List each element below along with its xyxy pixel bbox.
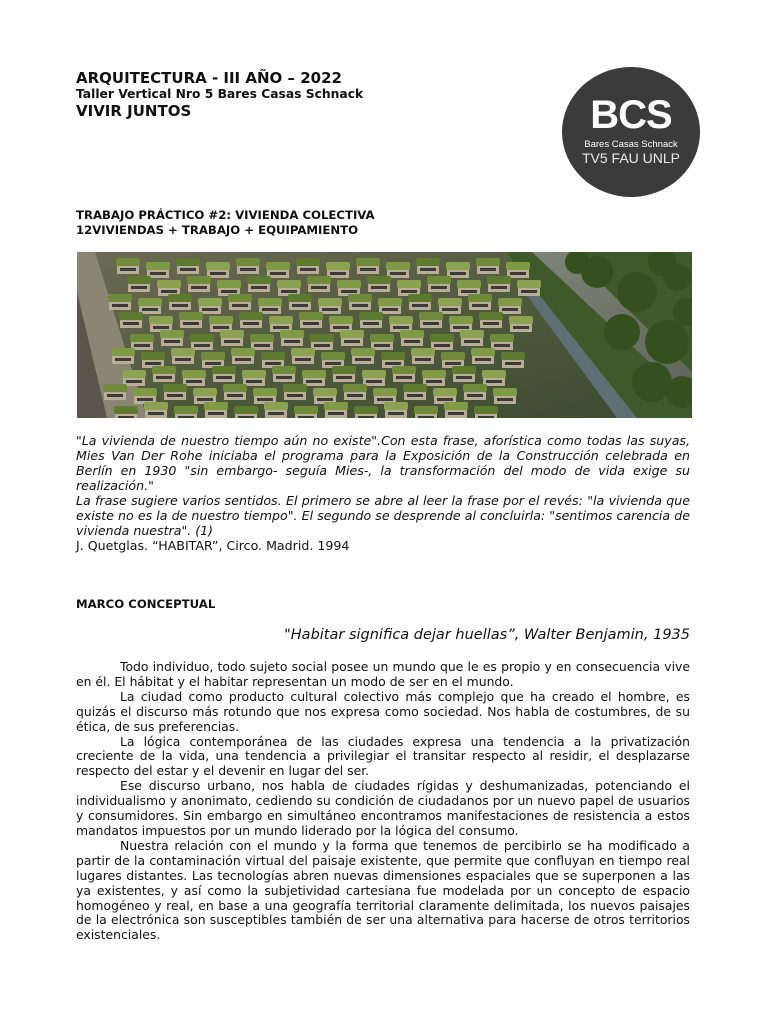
epigraph: "Habitar significa dejar huellas”, Walter Benjamin, 1935 <box>284 627 690 643</box>
body-paragraph: La lógica contemporánea de las ciudades expresa una tendencia a la privatización creciente de la vida, una tendencia a privilegiar el transitar respecto al residir, el desplazarse respecto del estar y el devenir en lugar del ser. <box>76 733 690 779</box>
terrace-block <box>294 406 318 418</box>
terrace-block <box>119 312 143 328</box>
terrace-block <box>378 298 402 314</box>
terrace-block <box>362 370 386 386</box>
terrace-block <box>474 406 498 418</box>
terrace-block <box>288 294 312 310</box>
terrace-block <box>326 262 350 278</box>
terrace-block <box>427 276 451 292</box>
terrace-block <box>269 316 293 332</box>
terrace-block <box>111 348 135 364</box>
terrace-block <box>296 258 320 274</box>
terrace-block <box>351 348 375 364</box>
terrace-block <box>152 366 176 382</box>
terrace-block <box>157 280 181 296</box>
tree <box>617 272 657 312</box>
terrace-block <box>168 294 192 310</box>
housing-aerial-photo <box>77 252 692 418</box>
tree <box>604 314 640 350</box>
terrace-block <box>509 316 533 332</box>
terrace-block <box>348 294 372 310</box>
terrace-block <box>122 370 146 386</box>
logo-unit: TV5 FAU UNLP <box>581 150 681 166</box>
terrace-block <box>463 384 487 400</box>
terrace-block <box>277 280 301 296</box>
terrace-block <box>204 402 228 418</box>
terrace-block <box>198 298 222 314</box>
tree <box>632 362 672 402</box>
terrace-block <box>283 384 307 400</box>
terrace-block <box>174 406 198 418</box>
terrace-block <box>482 370 506 386</box>
terrace-block <box>133 388 157 404</box>
terrace-block <box>253 388 277 404</box>
terrace-block <box>239 312 263 328</box>
terrace-block <box>433 388 457 404</box>
terrace-block <box>490 334 514 350</box>
terrace-block <box>160 330 184 346</box>
terrace-block <box>206 262 230 278</box>
logo-name: Bares Casas Schnack <box>584 139 678 150</box>
tree <box>645 320 689 364</box>
terrace-block <box>149 316 173 332</box>
section-heading: MARCO CONCEPTUAL <box>76 597 216 611</box>
course-theme: VIVIR JUNTOS <box>76 102 192 120</box>
body-paragraph: Ese discurso urbano, nos habla de ciudades rígidas y deshumanizadas, potenciando el individualismo y anonimato, cediendo su condición de ciudadanos por un nuevo papel de usuarios y consumidores. Sin embargo en simultáneo encontramos manifestaciones de resistencia a estos mandatos impuestos por un mundo liderado por la lógica del consumo. <box>76 778 690 838</box>
terrace-block <box>193 388 217 404</box>
terrace-blocks <box>103 258 541 418</box>
terrace-block <box>302 370 326 386</box>
terrace-block <box>517 280 541 296</box>
terrace-block <box>403 384 427 400</box>
terrace-block <box>108 294 132 310</box>
terrace-block <box>141 352 165 368</box>
terrace-block <box>291 348 315 364</box>
terrace-block <box>321 352 345 368</box>
terrace-block <box>468 294 492 310</box>
intro-paragraph: La frase sugiere varios sentidos. El primero se abre al leer la frase por el revés: "la vivienda que existe no es la de nuestro tiempo". El segundo se desprende al concluirla: "sentimos carencia de vivienda nuestra". (1) <box>76 493 690 538</box>
terrace-block <box>190 334 214 350</box>
course-title: ARQUITECTURA - III AÑO – 2022 <box>76 69 342 87</box>
body-paragraph: Todo individuo, todo sujeto social posee un mundo que le es propio y en consecuencia vive en él. El hábitat y el habitar representan un modo de ser en el mundo. <box>76 659 690 689</box>
terrace-block <box>422 370 446 386</box>
terrace-block <box>452 366 476 382</box>
terrace-block <box>310 334 334 350</box>
terrace-block <box>419 312 443 328</box>
terrace-block <box>261 352 285 368</box>
terrace-block <box>411 348 435 364</box>
logo-mark: BCS <box>590 93 672 137</box>
body-paragraph: Nuestra relación con el mundo y la forma que tenemos de percibirlo se ha modificado a partir de la contaminación virtual del paisaje existente, que permite que confluyan en tiempo real lugares distantes. Las tecnologías abren nuevas dimensiones espaciales que se superponen a las ya existentes, y así como la subjetividad cartesiana fue modelada por un concepto de espacio homogéneo y real, en base a una geografía territorial claramente delimitada, los nuevos paisajes de la electrónica son susceptibles también de ser una alternativa para hacerse de otros territorios existenciales. <box>76 837 690 943</box>
terrace-block <box>103 384 127 400</box>
body-paragraph: La ciudad como producto cultural colectivo más complejo que ha creado el hombre, es quizás el discurso más rotundo que nos expresa como sociedad. Nos habla de costumbres, de su ética, de sus preferencias. <box>76 688 690 734</box>
intro-paragraph: "La vivienda de nuestro tiempo aún no existe".Con esta frase, aforística como todas las suyas, Mies Van Der Rohe iniciaba el programa para la Exposición de la Construcción celebrada en Berlín en 1930 "sin embargo- seguía Mies-, la transformación del modo de vida exige su realización." <box>76 433 690 493</box>
assignment-title: TRABAJO PRÁCTICO #2: VIVIENDA COLECTIVA <box>76 208 375 222</box>
terrace-block <box>457 280 481 296</box>
terrace-block <box>460 330 484 346</box>
terrace-block <box>324 402 348 418</box>
terrace-block <box>438 298 462 314</box>
terrace-block <box>220 330 244 346</box>
terrace-block <box>389 316 413 332</box>
terrace-block <box>356 258 380 274</box>
terrace-block <box>182 370 206 386</box>
terrace-block <box>144 402 168 418</box>
terrace-block <box>223 384 247 400</box>
terrace-block <box>373 388 397 404</box>
intro-citation: J. Quetglas. “HABITAR”, Circo. Madrid. 1994 <box>76 538 350 553</box>
terrace-block <box>354 406 378 418</box>
terrace-block <box>370 334 394 350</box>
terrace-block <box>250 334 274 350</box>
terrace-block <box>242 370 266 386</box>
terrace-block <box>313 388 337 404</box>
section-body <box>76 660 690 943</box>
terrace-block <box>392 366 416 382</box>
assignment-subtitle: 12VIVIENDAS + TRABAJO + EQUIPAMIENTO <box>76 223 359 237</box>
terrace-block <box>444 402 468 418</box>
terrace-block <box>359 312 383 328</box>
terrace-block <box>247 276 271 292</box>
terrace-block <box>171 348 195 364</box>
terrace-block <box>408 294 432 310</box>
terrace-block <box>146 262 170 278</box>
terrace-block <box>493 388 517 404</box>
terrace-block <box>179 312 203 328</box>
terrace-block <box>501 352 525 368</box>
terrace-block <box>318 298 342 314</box>
terrace-block <box>487 276 511 292</box>
terrace-block <box>228 294 252 310</box>
terrace-block <box>476 258 500 274</box>
terrace-block <box>446 262 470 278</box>
workshop-logo <box>562 67 700 197</box>
terrace-block <box>416 258 440 274</box>
terrace-block <box>343 384 367 400</box>
terrace-block <box>272 366 296 382</box>
terrace-block <box>449 316 473 332</box>
terrace-block <box>217 280 241 296</box>
terrace-block <box>114 406 138 418</box>
terrace-block <box>498 298 522 314</box>
terrace-block <box>280 330 304 346</box>
terrace-block <box>430 334 454 350</box>
terrace-block <box>236 258 260 274</box>
terrace-block <box>397 280 421 296</box>
terrace-block <box>176 258 200 274</box>
terrace-block <box>332 366 356 382</box>
terrace-block <box>163 384 187 400</box>
terrace-block <box>329 316 353 332</box>
terrace-block <box>400 330 424 346</box>
terrace-block <box>234 406 258 418</box>
terrace-block <box>231 348 255 364</box>
terrace-block <box>266 262 290 278</box>
terrace-block <box>479 312 503 328</box>
terrace-block <box>367 276 391 292</box>
terrace-block <box>414 406 438 418</box>
terrace-block <box>307 276 331 292</box>
terrace-block <box>212 366 236 382</box>
terrace-block <box>201 352 225 368</box>
terrace-block <box>340 330 364 346</box>
terrace-block <box>130 334 154 350</box>
terrace-block <box>337 280 361 296</box>
terrace-block <box>187 276 211 292</box>
terrace-block <box>299 312 323 328</box>
terrace-block <box>209 316 233 332</box>
terrace-block <box>116 258 140 274</box>
terrace-block <box>441 352 465 368</box>
terrace-block <box>386 262 410 278</box>
terrace-block <box>127 276 151 292</box>
terrace-block <box>264 402 288 418</box>
workshop-name: Taller Vertical Nro 5 Bares Casas Schnack <box>76 87 364 101</box>
terrace-block <box>258 298 282 314</box>
terrace-block <box>384 402 408 418</box>
intro-quote <box>76 433 690 538</box>
terrace-block <box>138 298 162 314</box>
terrace-block <box>506 262 530 278</box>
terrace-block <box>471 348 495 364</box>
terrace-block <box>381 352 405 368</box>
